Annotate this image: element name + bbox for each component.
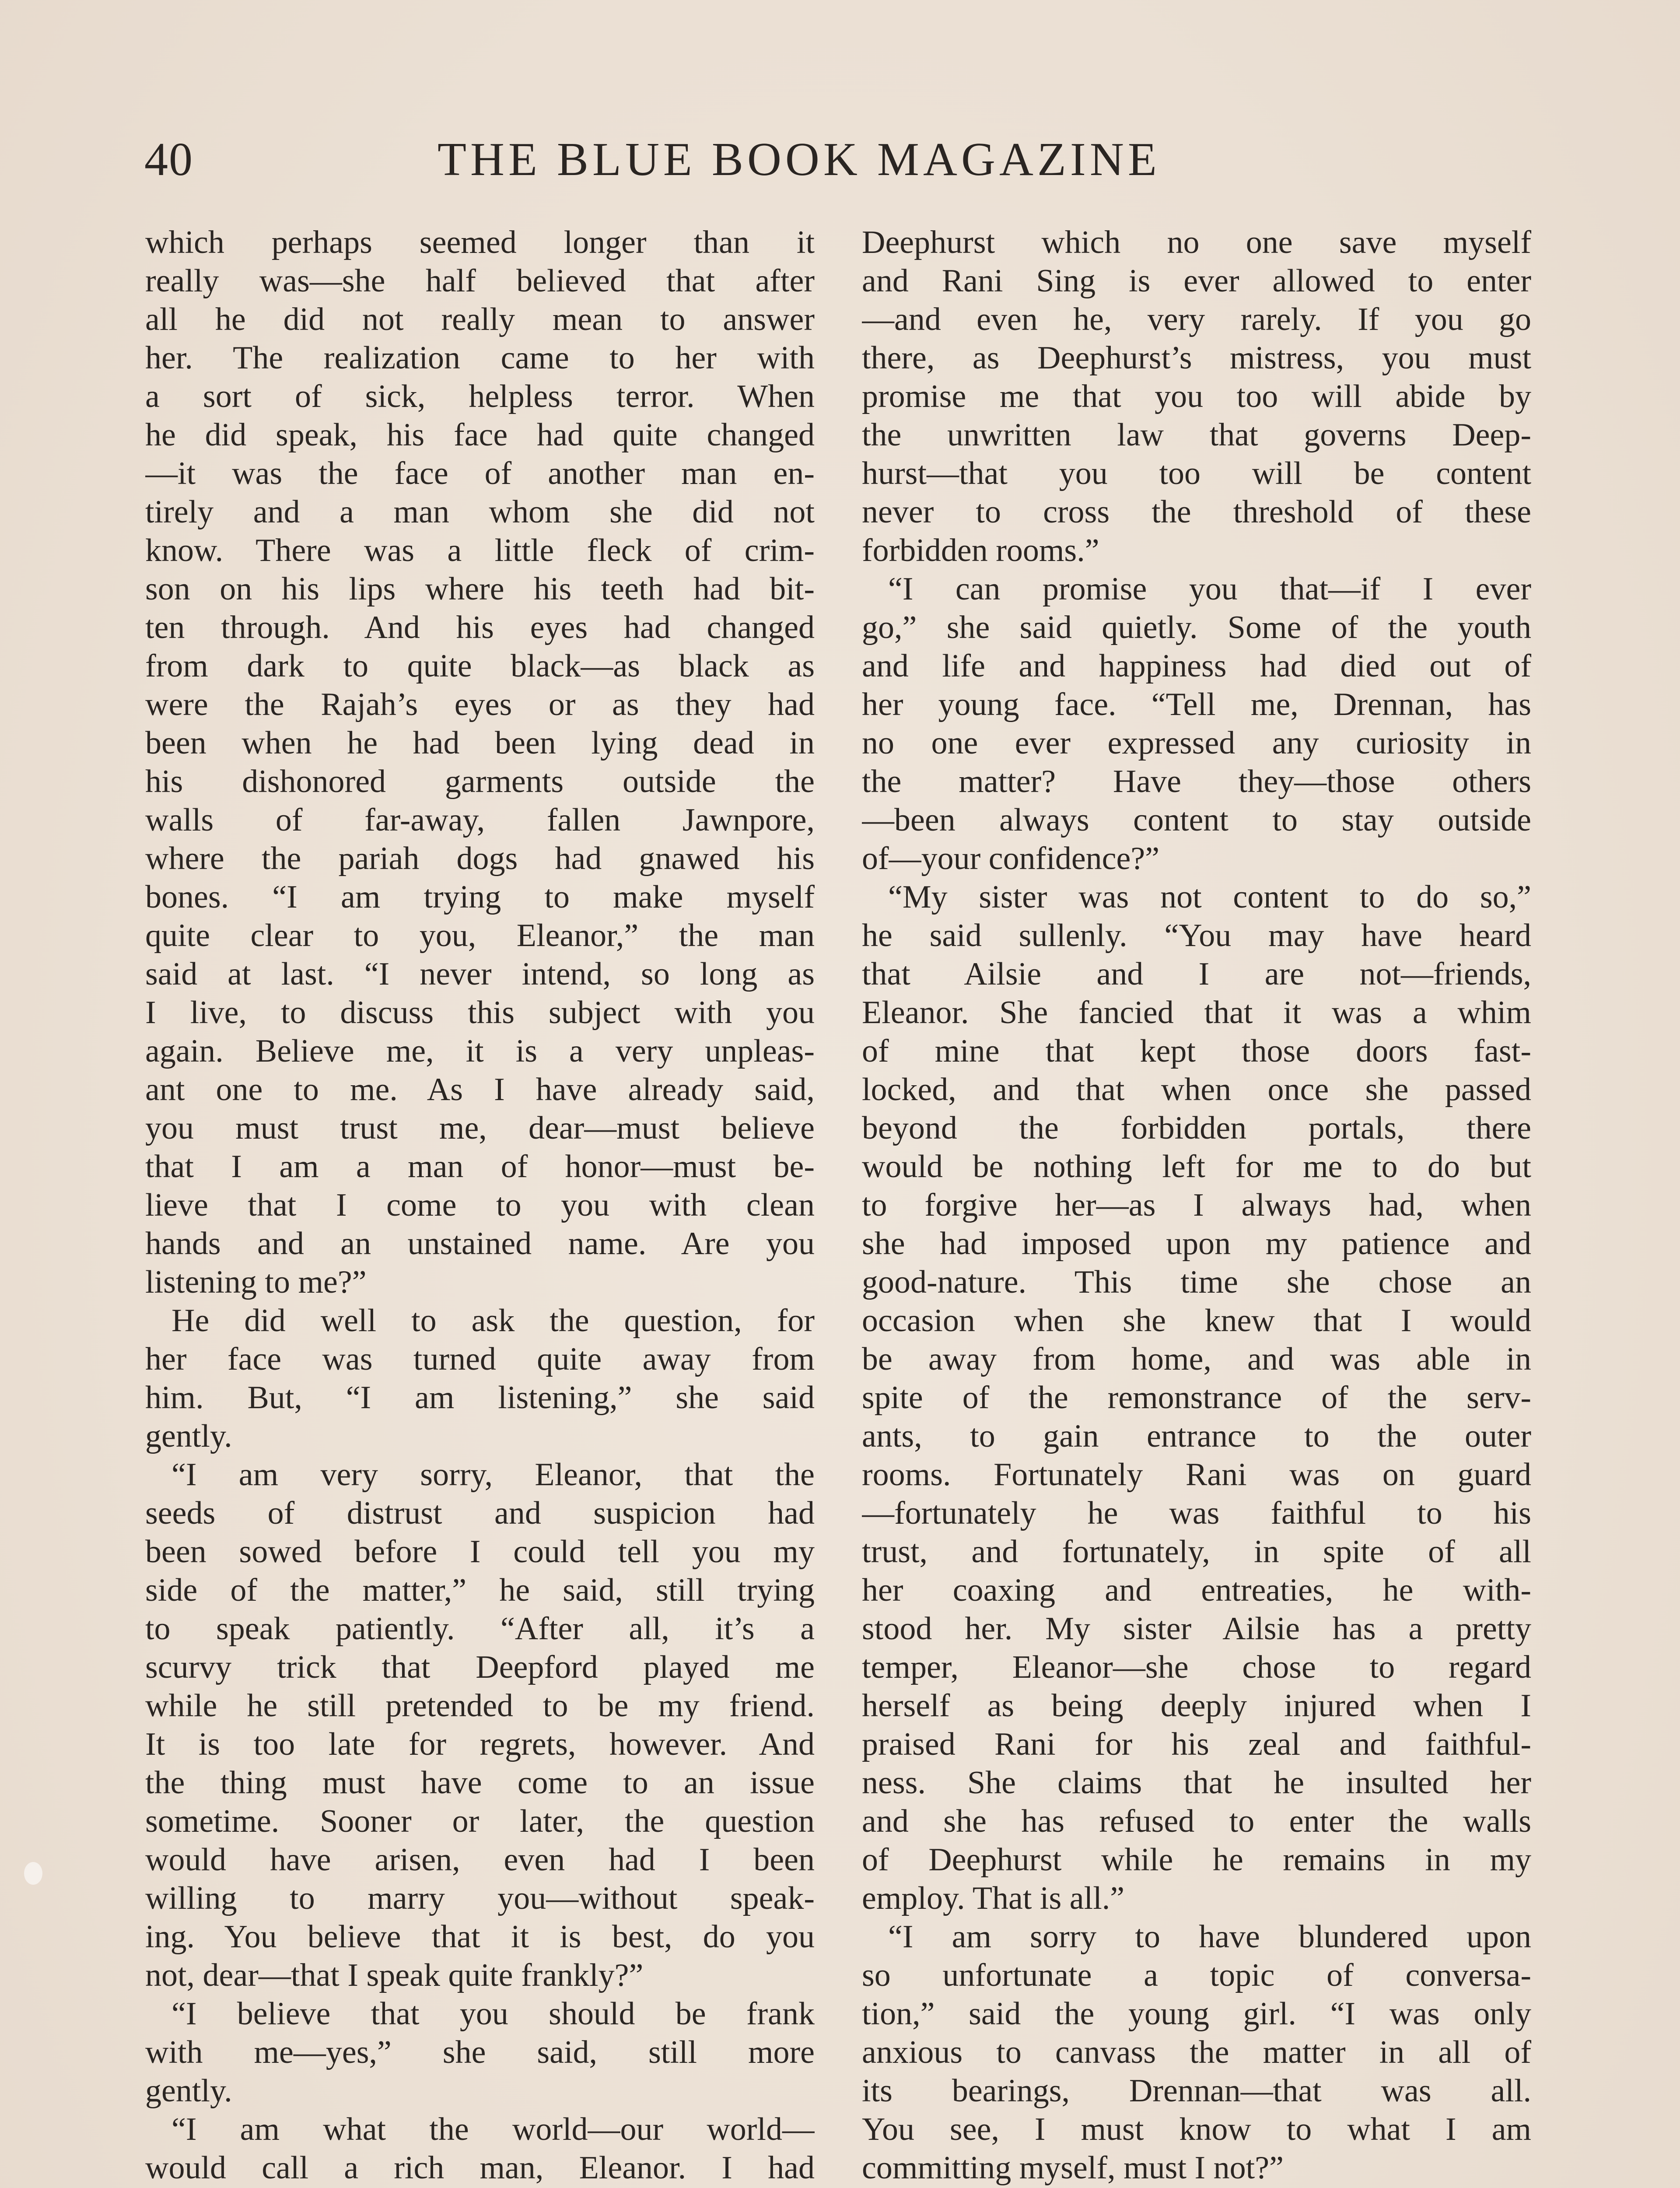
text-line: willing to marry you—without speak- bbox=[145, 1880, 815, 1916]
text-line: He did well to ask the question, for bbox=[172, 1303, 815, 1339]
text-column-right bbox=[862, 223, 1531, 2188]
text-line: listening to me?” bbox=[145, 1264, 367, 1300]
text-line: I live, to discuss this subject with you bbox=[145, 995, 815, 1031]
text-line: “I am sorry to have blundered upon bbox=[888, 1919, 1531, 1955]
text-line: you must trust me, dear—must believe bbox=[145, 1110, 815, 1146]
text-line: —fortunately he was faithful to his bbox=[862, 1495, 1531, 1531]
text-line: —it was the face of another man en- bbox=[145, 456, 815, 491]
text-line: its bearings, Drennan—that was all. bbox=[862, 2073, 1531, 2109]
text-line: and Rani Sing is ever allowed to enter bbox=[862, 263, 1531, 299]
text-line: It is too late for regrets, however. And bbox=[145, 1726, 815, 1762]
text-line: so unfortunate a topic of conversa- bbox=[862, 1957, 1531, 1993]
text-line: forbidden rooms.” bbox=[862, 533, 1099, 568]
text-line: no one ever expressed any curiosity in bbox=[862, 725, 1531, 761]
text-line: her young face. “Tell me, Drennan, has bbox=[862, 687, 1531, 722]
text-line: been when he had been lying dead in bbox=[145, 725, 815, 761]
text-line: —been always content to stay outside bbox=[862, 802, 1531, 838]
text-line: Eleanor. She fancied that it was a whim bbox=[862, 995, 1531, 1031]
text-line: walls of far-away, fallen Jawnpore, bbox=[145, 802, 815, 838]
text-line: anxious to canvass the matter in all of bbox=[862, 2034, 1531, 2070]
text-line: of Deephurst while he remains in my bbox=[862, 1842, 1531, 1878]
text-column-left bbox=[145, 223, 815, 2188]
text-line: scurvy trick that Deepford played me bbox=[145, 1649, 815, 1685]
text-line: promise me that you too will abide by bbox=[862, 379, 1531, 414]
text-line: been sowed before I could tell you my bbox=[145, 1534, 815, 1570]
text-line: would be nothing left for me to do but bbox=[862, 1149, 1531, 1185]
text-line: he did speak, his face had quite changed bbox=[145, 417, 815, 453]
text-line: her coaxing and entreaties, he with- bbox=[862, 1572, 1531, 1608]
text-line: temper, Eleanor—she chose to regard bbox=[862, 1649, 1531, 1685]
text-line: bones. “I am trying to make myself bbox=[145, 879, 815, 915]
text-line: a sort of sick, helpless terror. When bbox=[145, 379, 815, 414]
text-line: good-nature. This time she chose an bbox=[862, 1264, 1531, 1300]
text-line: You see, I must know to what I am bbox=[862, 2111, 1531, 2147]
text-line: Deephurst which no one save myself bbox=[862, 224, 1531, 260]
text-line: she had imposed upon my patience and bbox=[862, 1226, 1531, 1262]
text-line: there, as Deephurst’s mistress, you must bbox=[862, 340, 1531, 376]
text-line: “I am very sorry, Eleanor, that the bbox=[172, 1457, 815, 1493]
text-line: tion,” said the young girl. “I was only bbox=[862, 1996, 1531, 2032]
text-line: with me—yes,” she said, still more bbox=[145, 2034, 815, 2070]
text-line: hurst—that you too will be content bbox=[862, 456, 1531, 491]
text-line: herself as being deeply injured when I bbox=[862, 1688, 1531, 1724]
text-line: “I can promise you that—if I ever bbox=[888, 571, 1531, 607]
text-line: to forgive her—as I always had, when bbox=[862, 1187, 1531, 1223]
text-line: would have arisen, even had I been bbox=[145, 1842, 815, 1878]
text-line: her. The realization came to her with bbox=[145, 340, 815, 376]
text-line: ness. She claims that he insulted her bbox=[862, 1765, 1531, 1801]
text-line: rooms. Fortunately Rani was on guard bbox=[862, 1457, 1531, 1493]
text-line: spite of the remonstrance of the serv- bbox=[862, 1380, 1531, 1416]
text-line: really was—she half believed that after bbox=[145, 263, 815, 299]
text-line: go,” she said quietly. Some of the youth bbox=[862, 610, 1531, 645]
text-line: son on his lips where his teeth had bit- bbox=[145, 571, 815, 607]
text-line: from dark to quite black—as black as bbox=[145, 648, 815, 684]
text-line: ten through. And his eyes had changed bbox=[145, 610, 815, 645]
text-line: to speak patiently. “After all, it’s a bbox=[145, 1611, 815, 1647]
text-line: he said sullenly. “You may have heard bbox=[862, 918, 1531, 954]
text-line: “I believe that you should be frank bbox=[172, 1996, 815, 2032]
text-line: “I am what the world—our world— bbox=[172, 2111, 815, 2147]
text-line: again. Believe me, it is a very unpleas- bbox=[145, 1033, 815, 1069]
text-line: trust, and fortunately, in spite of all bbox=[862, 1534, 1531, 1570]
text-line: and life and happiness had died out of bbox=[862, 648, 1531, 684]
text-line: ant one to me. As I have already said, bbox=[145, 1072, 815, 1108]
text-line: him. But, “I am listening,” she said bbox=[145, 1380, 815, 1416]
text-line: her face was turned quite away from bbox=[145, 1341, 815, 1377]
text-line: would call a rich man, Eleanor. I had bbox=[145, 2150, 815, 2186]
page-number: 40 bbox=[144, 133, 193, 186]
text-line: where the pariah dogs had gnawed his bbox=[145, 841, 815, 877]
text-line: stood her. My sister Ailsie has a pretty bbox=[862, 1611, 1531, 1647]
text-line: quite clear to you, Eleanor,” the man bbox=[145, 918, 815, 954]
text-line: gently. bbox=[145, 2073, 232, 2109]
text-line: seeds of distrust and suspicion had bbox=[145, 1495, 815, 1531]
text-line: sometime. Sooner or later, the question bbox=[145, 1803, 815, 1839]
text-line: employ. That is all.” bbox=[862, 1880, 1125, 1916]
magazine-title: THE BLUE BOOK MAGAZINE bbox=[438, 133, 1161, 186]
text-line: praised Rani for his zeal and faithful- bbox=[862, 1726, 1531, 1762]
text-line: occasion when she knew that I would bbox=[862, 1303, 1531, 1339]
text-line: gently. bbox=[145, 1418, 232, 1454]
page-header bbox=[144, 127, 1251, 193]
text-line: of—your confidence?” bbox=[862, 841, 1160, 877]
text-line: committing myself, must I not?” bbox=[862, 2150, 1284, 2186]
text-line: hands and an unstained name. Are you bbox=[145, 1226, 815, 1262]
text-line: ants, to gain entrance to the outer bbox=[862, 1418, 1531, 1454]
text-line: tirely and a man whom she did not bbox=[145, 494, 815, 530]
text-line: while he still pretended to be my friend. bbox=[145, 1688, 815, 1724]
text-line: that Ailsie and I are not—friends, bbox=[862, 956, 1531, 992]
paper-spot bbox=[24, 1862, 42, 1885]
text-line: said at last. “I never intend, so long as bbox=[145, 956, 815, 992]
text-line: locked, and that when once she passed bbox=[862, 1072, 1531, 1108]
text-line: were the Rajah’s eyes or as they had bbox=[145, 687, 815, 722]
text-line: which perhaps seemed longer than it bbox=[145, 224, 815, 260]
text-line: know. There was a little fleck of crim- bbox=[145, 533, 815, 568]
text-line: never to cross the threshold of these bbox=[862, 494, 1531, 530]
text-line: —and even he, very rarely. If you go bbox=[862, 302, 1531, 337]
text-line: the thing must have come to an issue bbox=[145, 1765, 815, 1801]
text-line: side of the matter,” he said, still trying bbox=[145, 1572, 815, 1608]
text-line: all he did not really mean to answer bbox=[145, 302, 815, 337]
text-line: not, dear—that I speak quite frankly?” bbox=[145, 1957, 644, 1993]
text-line: the matter? Have they—those others bbox=[862, 764, 1531, 799]
text-line: of mine that kept those doors fast- bbox=[862, 1033, 1531, 1069]
text-line: and she has refused to enter the walls bbox=[862, 1803, 1531, 1839]
text-line: beyond the forbidden portals, there bbox=[862, 1110, 1531, 1146]
text-line: ing. You believe that it is best, do you bbox=[145, 1919, 815, 1955]
text-line: lieve that I come to you with clean bbox=[145, 1187, 815, 1223]
text-line: “My sister was not content to do so,” bbox=[888, 879, 1531, 915]
text-line: that I am a man of honor—must be- bbox=[145, 1149, 815, 1185]
text-line: be away from home, and was able in bbox=[862, 1341, 1531, 1377]
text-line: the unwritten law that governs Deep- bbox=[862, 417, 1531, 453]
text-line: his dishonored garments outside the bbox=[145, 764, 815, 799]
